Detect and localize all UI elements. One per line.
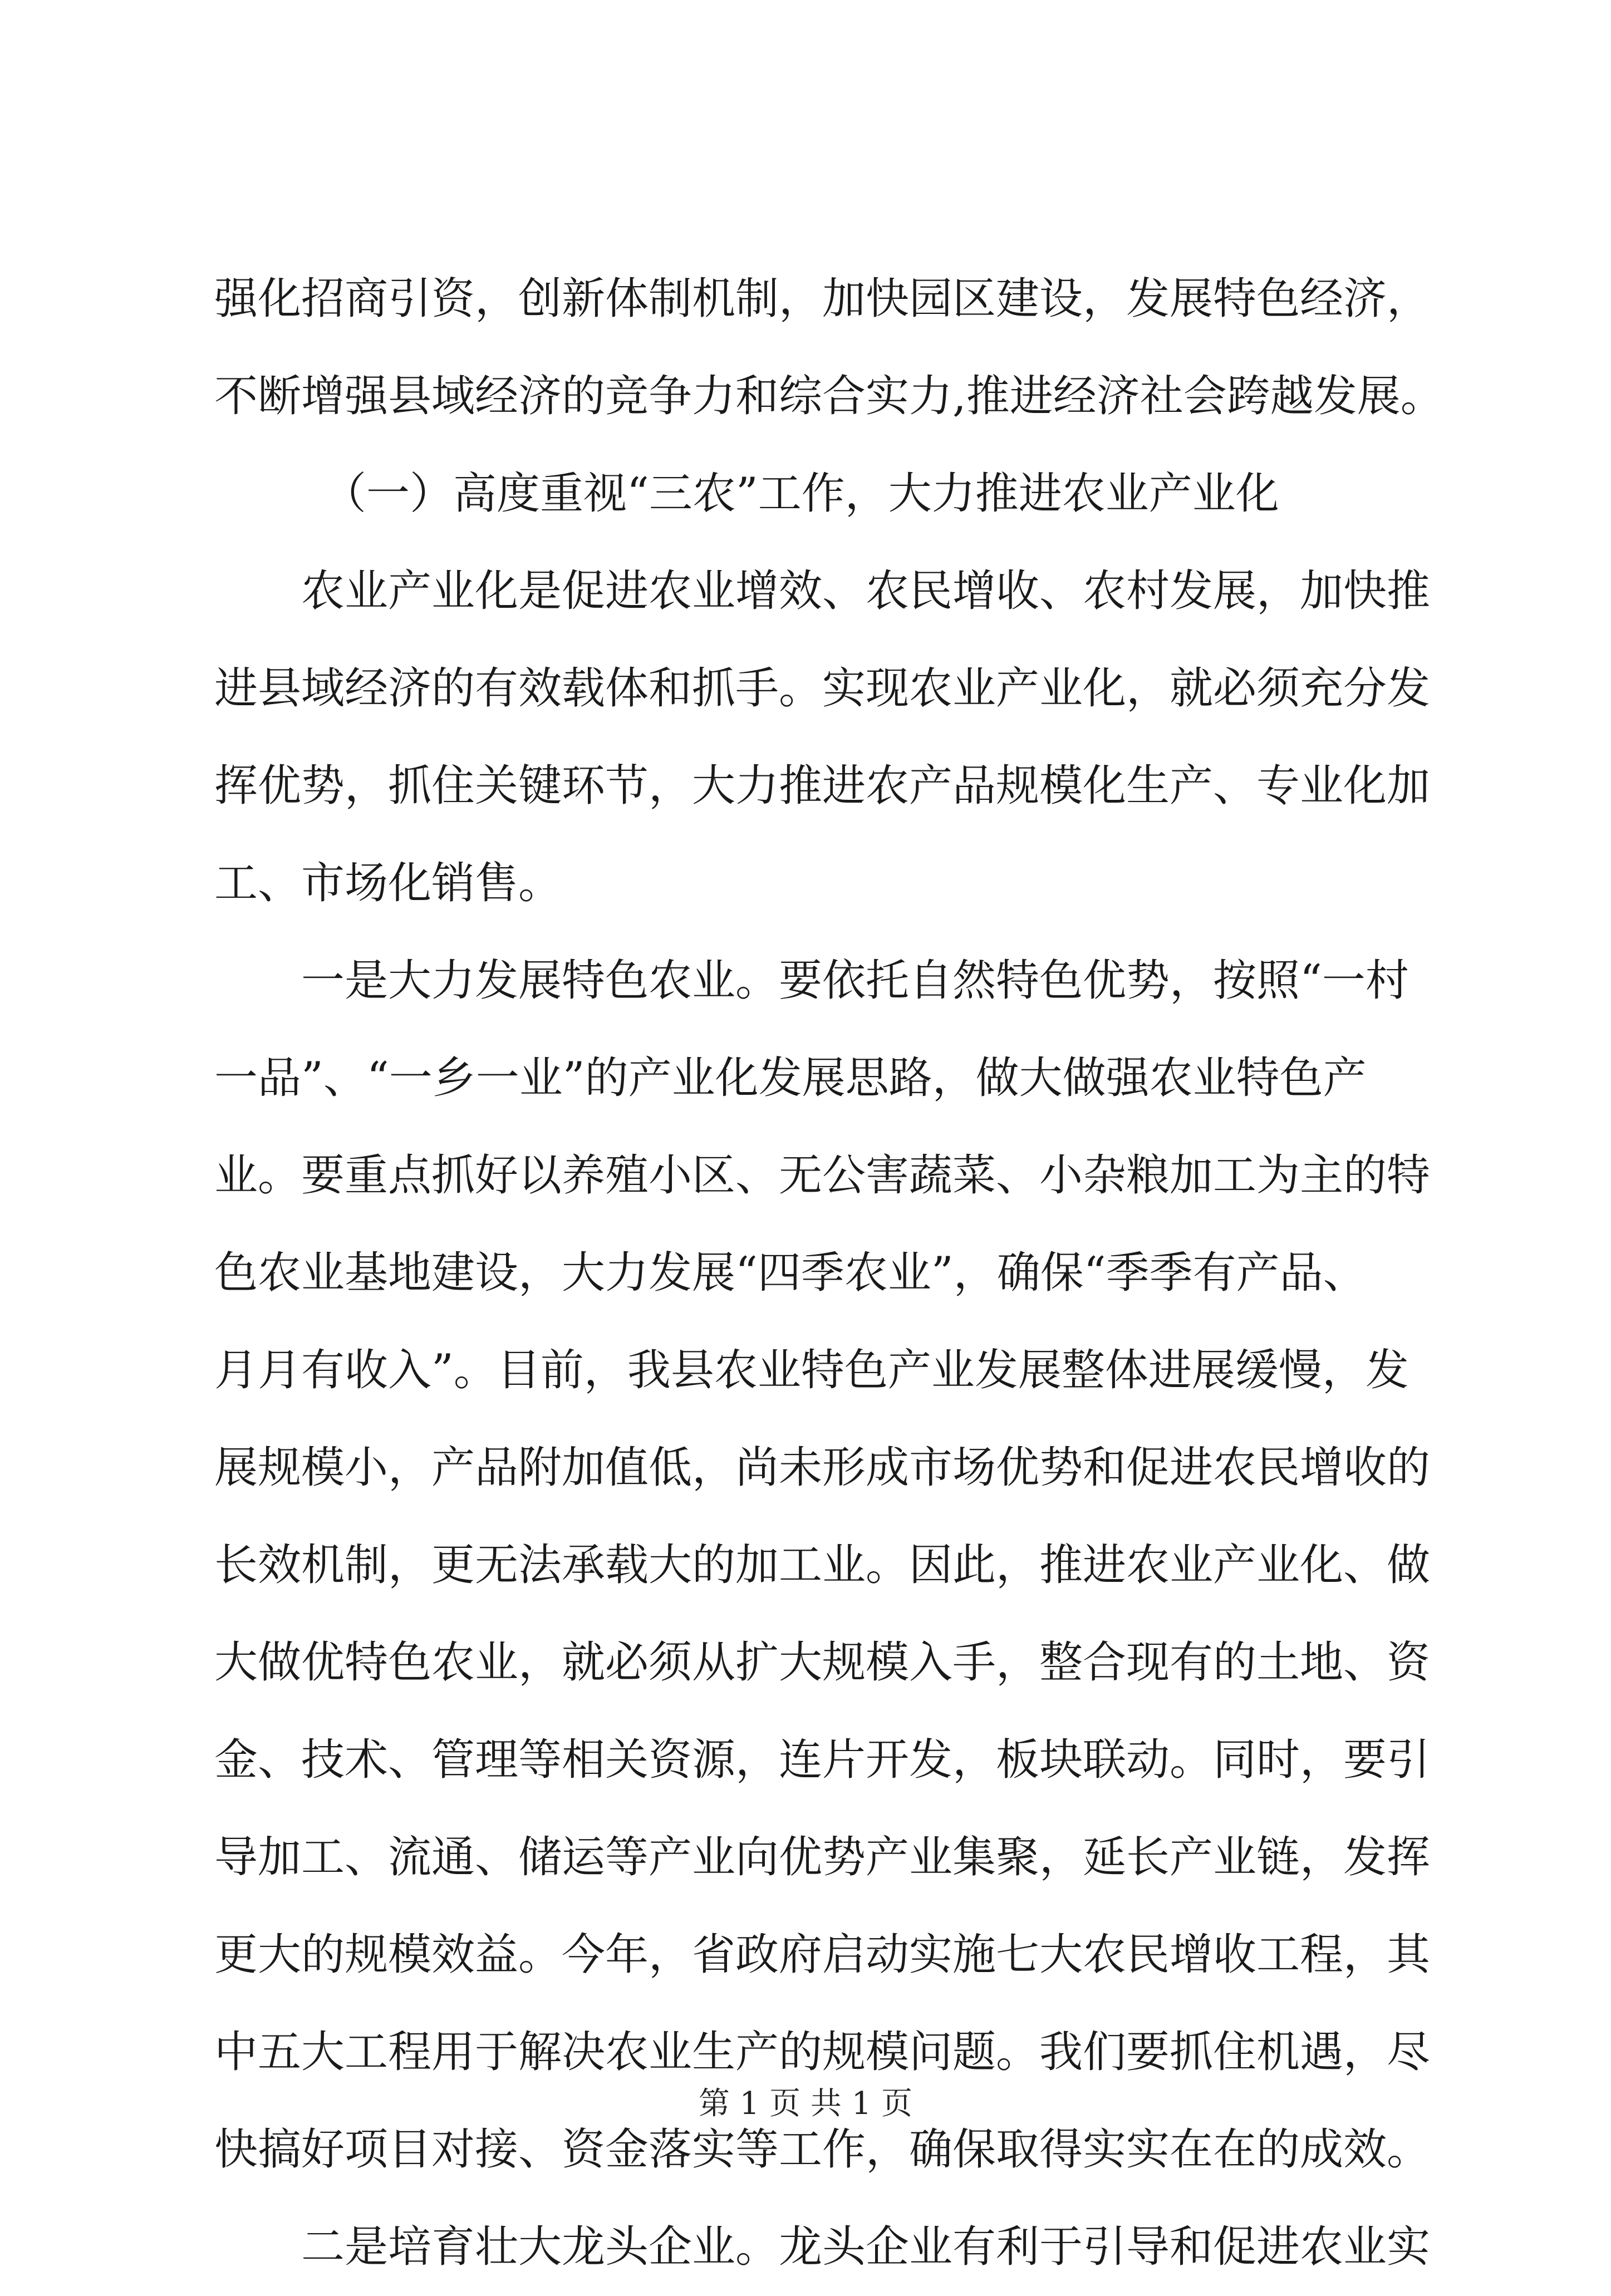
page-footer: 第 1 页 共 1 页 [698,2086,913,2122]
paragraph-first-line: 农业产业化是促进农业增效、农民增收、农村发展，加快推 [301,566,1431,616]
text-line: 一品”、“一乡一业”的产业化发展思路，做大做强农业特色产 [214,1053,1367,1103]
text-line: 金、技术、管理等相关资源，连片开发，板块联动。同时，要引 [214,1735,1431,1785]
text-line: 导加工、流通、储运等产业向优势产业集聚，延长产业链，发挥 [214,1832,1431,1882]
text-line: 工、市场化销售。 [214,858,562,908]
text-line: 长效机制，更无法承载大的加工业。因此，推进农业产业化、做 [214,1540,1431,1590]
text-line: 强化招商引资，创新体制机制，加快园区建设，发展特色经济， [214,274,1431,324]
text-line: 更大的规模效益。今年，省政府启动实施七大农民增收工程，其 [214,1930,1431,1980]
paragraph-first-line: 一是大力发展特色农业。要依托自然特色优势，按照“一村 [301,956,1409,1006]
text-line: 中五大工程用于解决农业生产的规模问题。我们要抓住机遇，尽 [214,2027,1431,2077]
text-line: 业。要重点抓好以养殖小区、无公害蔬菜、小杂粮加工为主的特 [214,1151,1431,1201]
paragraph-first-line: 二是培育壮大龙头企业。龙头企业有利于引导和促进农业实 [301,2222,1431,2272]
section-heading: （一）高度重视“三农”工作，大力推进农业产业化 [323,469,1279,519]
text-line: 色农业基地建设，大力发展“四季农业”，确保“季季有产品、 [214,1248,1367,1298]
document-body [214,250,1444,2296]
text-line: 月月有收入”。目前，我县农业特色产业发展整体进展缓慢，发 [214,1345,1409,1395]
text-line: 挥优势，抓住关键环节，大力推进农产品规模化生产、专业化加 [214,761,1431,811]
text-line: 大做优特色农业，就必须从扩大规模入手，整合现有的土地、资 [214,1638,1431,1688]
text-line: 快搞好项目对接、资金落实等工作，确保取得实实在在的成效。 [214,2125,1431,2175]
text-line: 展规模小，产品附加值低，尚未形成市场优势和促进农民增收的 [214,1443,1431,1493]
text-line: 进县域经济的有效载体和抓手。实现农业产业化，就必须充分发 [214,663,1431,714]
text-line: 不断增强县域经济的竞争力和综合实力,推进经济社会跨越发展。 [214,371,1444,421]
